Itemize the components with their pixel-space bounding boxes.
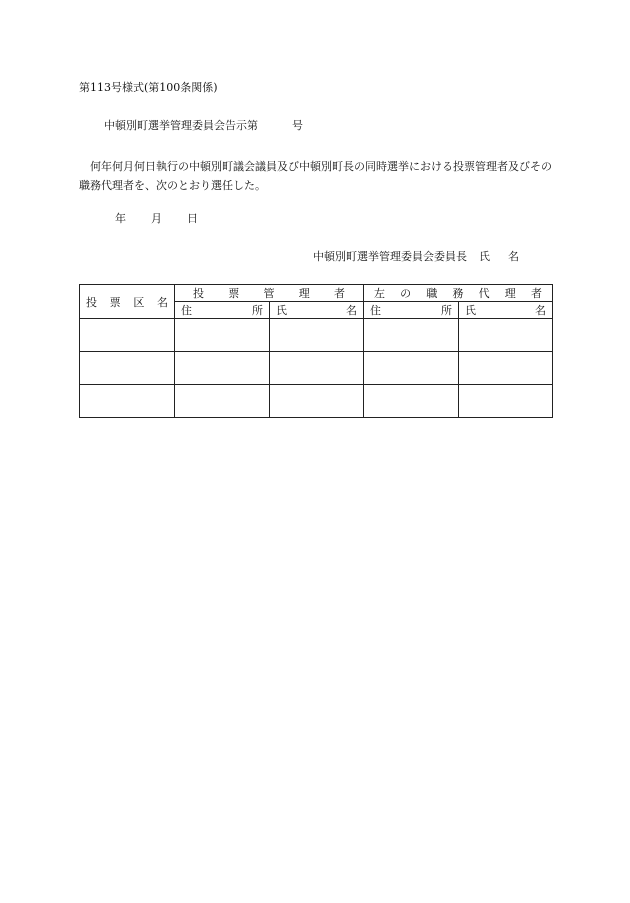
table-row <box>80 352 553 385</box>
signature-title: 中頓別町選挙管理委員会委員長 <box>313 250 467 263</box>
table-cell <box>175 352 270 385</box>
notice-title-suffix: 号 <box>292 119 303 132</box>
deputy-address-header: 住 所 <box>364 302 459 319</box>
table-cell <box>364 319 459 352</box>
table-cell <box>459 319 553 352</box>
table-row <box>80 385 553 418</box>
date-year: 年 <box>115 212 126 225</box>
notice-body-text: 何年何月何日執行の中頓別町議会議員及び中頓別町長の同時選挙における投票管理者及びその職務代理者を、次のとおり選任した。 <box>79 160 552 192</box>
signature-surname: 氏 <box>479 250 490 263</box>
deputy-name-header: 氏 名 <box>459 302 553 319</box>
table-cell <box>364 352 459 385</box>
table-cell <box>270 352 364 385</box>
table-cell <box>459 385 553 418</box>
signature-name: 名 <box>508 250 519 263</box>
district-header: 投 票 区 名 <box>80 285 175 319</box>
table-cell <box>80 319 175 352</box>
table-cell <box>364 385 459 418</box>
table-header-row <box>80 285 553 302</box>
manager-name-header: 氏 名 <box>270 302 364 319</box>
date-line <box>115 212 198 226</box>
signature-line <box>313 250 519 264</box>
notice-title-prefix: 中頓別町選挙管理委員会告示第 <box>104 119 258 132</box>
table-cell <box>270 385 364 418</box>
table-cell <box>459 352 553 385</box>
table-cell <box>175 319 270 352</box>
table-row <box>80 319 553 352</box>
table-cell <box>270 319 364 352</box>
deputy-header: 左 の 職 務 代 理 者 <box>364 285 553 302</box>
form-number: 第113号様式(第100条関係) <box>79 81 218 94</box>
date-day: 日 <box>187 212 198 225</box>
table-cell <box>175 385 270 418</box>
notice-title <box>104 119 303 133</box>
manager-address-header: 住 所 <box>175 302 270 319</box>
date-month: 月 <box>151 212 162 225</box>
manager-header: 投 票 管 理 者 <box>175 285 364 302</box>
table-cell <box>80 352 175 385</box>
table-cell <box>80 385 175 418</box>
appointment-table <box>79 284 553 418</box>
